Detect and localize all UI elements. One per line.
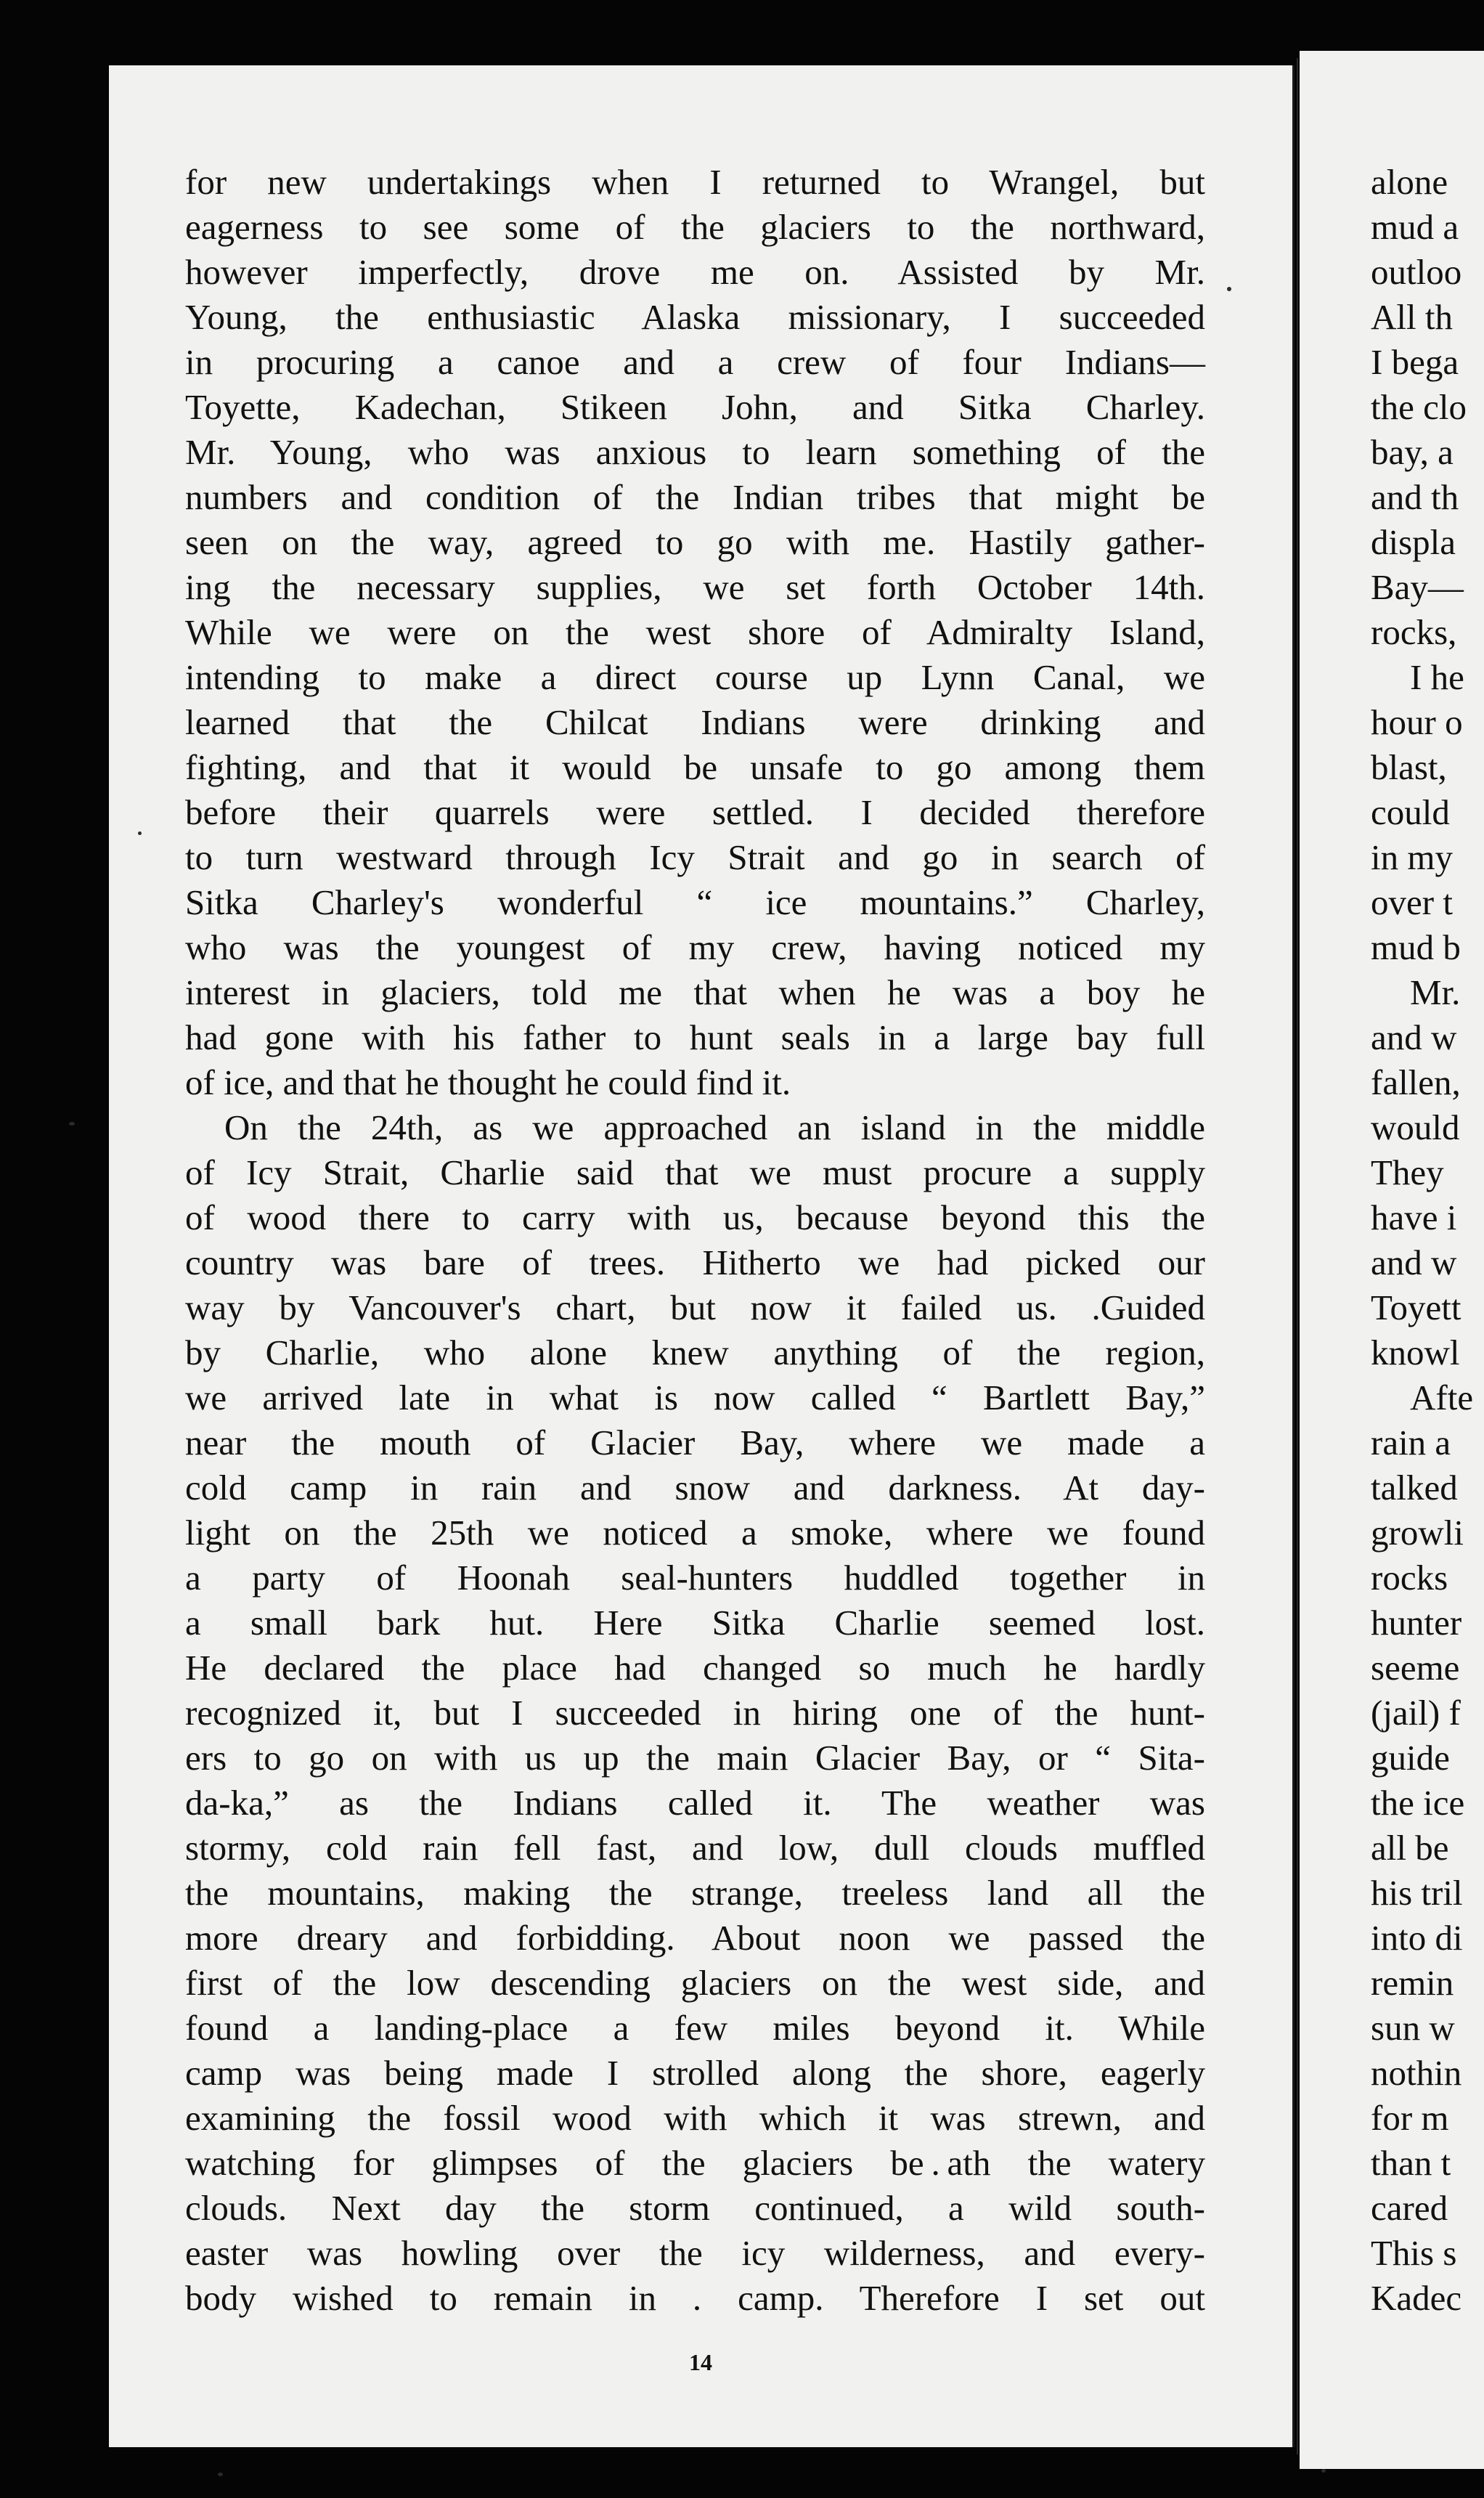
right-text-fragment: and th xyxy=(1371,477,1459,517)
text-line: stormy, cold rain fell fast, and low, dull clouds muffled xyxy=(185,1828,1205,1868)
text-line: interest in glaciers, told me that when he was a boy he xyxy=(185,972,1205,1012)
text-line: watching for glimpses of the glaciers be . ath the watery xyxy=(185,2143,1205,2183)
right-text-fragment: seeme xyxy=(1371,1648,1460,1688)
right-text-fragment: This s xyxy=(1371,2233,1457,2273)
text-line: Young, the enthusiastic Alaska missionary, I succeeded xyxy=(185,297,1205,337)
text-line: He declared the place had changed so much he hardly xyxy=(185,1648,1205,1688)
right-text-fragment: than t xyxy=(1371,2143,1451,2183)
text-line: light on the 25th we noticed a smoke, where we found xyxy=(185,1513,1205,1553)
right-text-fragment: nothin xyxy=(1371,2053,1462,2093)
right-text-fragment: could xyxy=(1371,792,1450,832)
right-text-fragment: hunter xyxy=(1371,1603,1462,1643)
text-line: near the mouth of Glacier Bay, where we made a xyxy=(185,1423,1205,1462)
text-line: intending to make a direct course up Lynn Canal, we xyxy=(185,657,1205,697)
scan-speck xyxy=(69,1122,75,1126)
right-text-fragment: knowl xyxy=(1371,1333,1460,1372)
text-line: On the 24th, as we approached an island in the middle xyxy=(224,1107,1205,1147)
text-line: of Icy Strait, Charlie said that we must procure a supply xyxy=(185,1152,1205,1192)
right-text-fragment: rocks, xyxy=(1371,612,1457,652)
text-line: the mountains, making the strange, treeless land all the xyxy=(185,1873,1205,1913)
text-line: more dreary and forbidding. About noon we passed the xyxy=(185,1918,1205,1958)
right-text-fragment: hour o xyxy=(1371,702,1463,742)
right-text-fragment: mud a xyxy=(1371,207,1459,247)
right-text-fragment: the ice xyxy=(1371,1783,1465,1823)
text-line: in procuring a canoe and a crew of four Indians— xyxy=(185,342,1205,382)
scan-speck xyxy=(1321,2469,1326,2473)
text-line: eagerness to see some of the glaciers to the northward, xyxy=(185,207,1205,247)
text-line: seen on the way, agreed to go with me. Hastily gather- xyxy=(185,522,1205,562)
right-text-fragment: for m xyxy=(1371,2098,1449,2138)
text-line: we arrived late in what is now called “ Bartlett Bay,” xyxy=(185,1378,1205,1417)
right-text-fragment: rocks xyxy=(1371,1558,1448,1598)
text-line: recognized it, but I succeeded in hiring one of the hunt- xyxy=(185,1693,1205,1733)
text-line: a small bark hut. Here Sitka Charlie seemed lost. xyxy=(185,1603,1205,1643)
right-text-fragment: sun w xyxy=(1371,2008,1455,2048)
text-line: da-ka,” as the Indians called it. The weather was xyxy=(185,1783,1205,1823)
text-line: by Charlie, who alone knew anything of the region, xyxy=(185,1333,1205,1372)
text-line: ing the necessary supplies, we set forth October 14th. xyxy=(185,567,1205,607)
text-line: country was bare of trees. Hitherto we had picked our xyxy=(185,1242,1205,1282)
right-text-fragment: I bega xyxy=(1371,342,1459,382)
right-text-fragment: talked xyxy=(1371,1468,1458,1508)
right-text-fragment: in my xyxy=(1371,837,1453,877)
text-line: easter was howling over the icy wilderness, and every- xyxy=(185,2233,1205,2273)
text-line: first of the low descending glaciers on the west side, and xyxy=(185,1963,1205,2003)
text-line: for new undertakings when I returned to Wrangel, but xyxy=(185,162,1205,202)
right-text-fragment: (jail) f xyxy=(1371,1693,1461,1733)
text-line: of wood there to carry with us, because beyond this the xyxy=(185,1197,1205,1237)
right-text-fragment: over t xyxy=(1371,882,1453,922)
scan-speck xyxy=(218,2473,223,2476)
text-line: learned that the Chilcat Indians were drinking and xyxy=(185,702,1205,742)
text-line: to turn westward through Icy Strait and go in search of xyxy=(185,837,1205,877)
right-text-fragment: bay, a xyxy=(1371,432,1454,472)
text-line: way by Vancouver's chart, but now it failed us. .Guided xyxy=(185,1287,1205,1327)
right-text-fragment: remin xyxy=(1371,1963,1454,2003)
text-line: found a landing-place a few miles beyond it. While xyxy=(185,2008,1205,2048)
right-text-fragment: rain a xyxy=(1371,1423,1451,1462)
right-page-text-fragments xyxy=(1371,160,1484,2321)
right-text-fragment: displa xyxy=(1371,522,1456,562)
text-line: before their quarrels were settled. I decided therefore xyxy=(185,792,1205,832)
right-text-fragment: blast, xyxy=(1371,747,1447,787)
right-text-fragment: the clo xyxy=(1371,387,1467,427)
right-text-fragment: his tril xyxy=(1371,1873,1463,1913)
right-text-fragment: growli xyxy=(1371,1513,1464,1553)
text-line: fighting, and that it would be unsafe to go among them xyxy=(185,747,1205,787)
right-text-fragment: Mr. xyxy=(1410,972,1461,1012)
scan-speck xyxy=(1227,287,1231,291)
right-text-fragment: all be xyxy=(1371,1828,1449,1868)
text-line: numbers and condition of the Indian tribes that might be xyxy=(185,477,1205,517)
right-text-fragment: and w xyxy=(1371,1017,1457,1057)
text-line: a party of Hoonah seal-hunters huddled together in xyxy=(185,1558,1205,1598)
text-line: of ice, and that he thought he could find it. xyxy=(185,1062,791,1102)
right-text-fragment: and w xyxy=(1371,1242,1457,1282)
text-line: who was the youngest of my crew, having noticed my xyxy=(185,927,1205,967)
text-line: Mr. Young, who was anxious to learn something of the xyxy=(185,432,1205,472)
right-text-fragment: have i xyxy=(1371,1197,1457,1237)
right-text-fragment: I he xyxy=(1410,657,1464,697)
right-text-fragment: Toyett xyxy=(1371,1287,1461,1327)
text-line: Toyette, Kadechan, Stikeen John, and Sitka Charley. xyxy=(185,387,1205,427)
right-text-fragment: mud b xyxy=(1371,927,1461,967)
right-text-fragment: guide xyxy=(1371,1738,1450,1778)
right-text-fragment: fallen, xyxy=(1371,1062,1461,1102)
right-text-fragment: would xyxy=(1371,1107,1460,1147)
text-line: however imperfectly, drove me on. Assisted by Mr. xyxy=(185,252,1205,292)
left-page-text xyxy=(185,160,1205,2321)
right-text-fragment: cared xyxy=(1371,2188,1448,2228)
right-text-fragment: outloo xyxy=(1371,252,1462,292)
right-text-fragment: Kadec xyxy=(1371,2278,1462,2318)
text-line: While we were on the west shore of Admiralty Island, xyxy=(185,612,1205,652)
text-line: ers to go on with us up the main Glacier Bay, or “ Sita- xyxy=(185,1738,1205,1778)
text-line: cold camp in rain and snow and darkness. At day- xyxy=(185,1468,1205,1508)
text-line: Sitka Charley's wonderful “ ice mountains.” Charley, xyxy=(185,882,1205,922)
right-text-fragment: Bay— xyxy=(1371,567,1464,607)
right-text-fragment: All th xyxy=(1371,297,1453,337)
text-line: body wished to remain in . camp. Therefore I set out xyxy=(185,2278,1205,2318)
right-text-fragment: Afte xyxy=(1410,1378,1474,1417)
text-line: camp was being made I strolled along the shore, eagerly xyxy=(185,2053,1205,2093)
page-number: 14 xyxy=(689,2349,712,2375)
text-line: clouds. Next day the storm continued, a wild south- xyxy=(185,2188,1205,2228)
page-gutter xyxy=(1297,58,1298,2454)
right-text-fragment: alone xyxy=(1371,162,1448,202)
right-text-fragment: They xyxy=(1371,1152,1444,1192)
right-text-fragment: into di xyxy=(1371,1918,1463,1958)
text-line: had gone with his father to hunt seals in a large bay full xyxy=(185,1017,1205,1057)
text-line: examining the fossil wood with which it was strewn, and xyxy=(185,2098,1205,2138)
scan-speck xyxy=(138,831,142,835)
